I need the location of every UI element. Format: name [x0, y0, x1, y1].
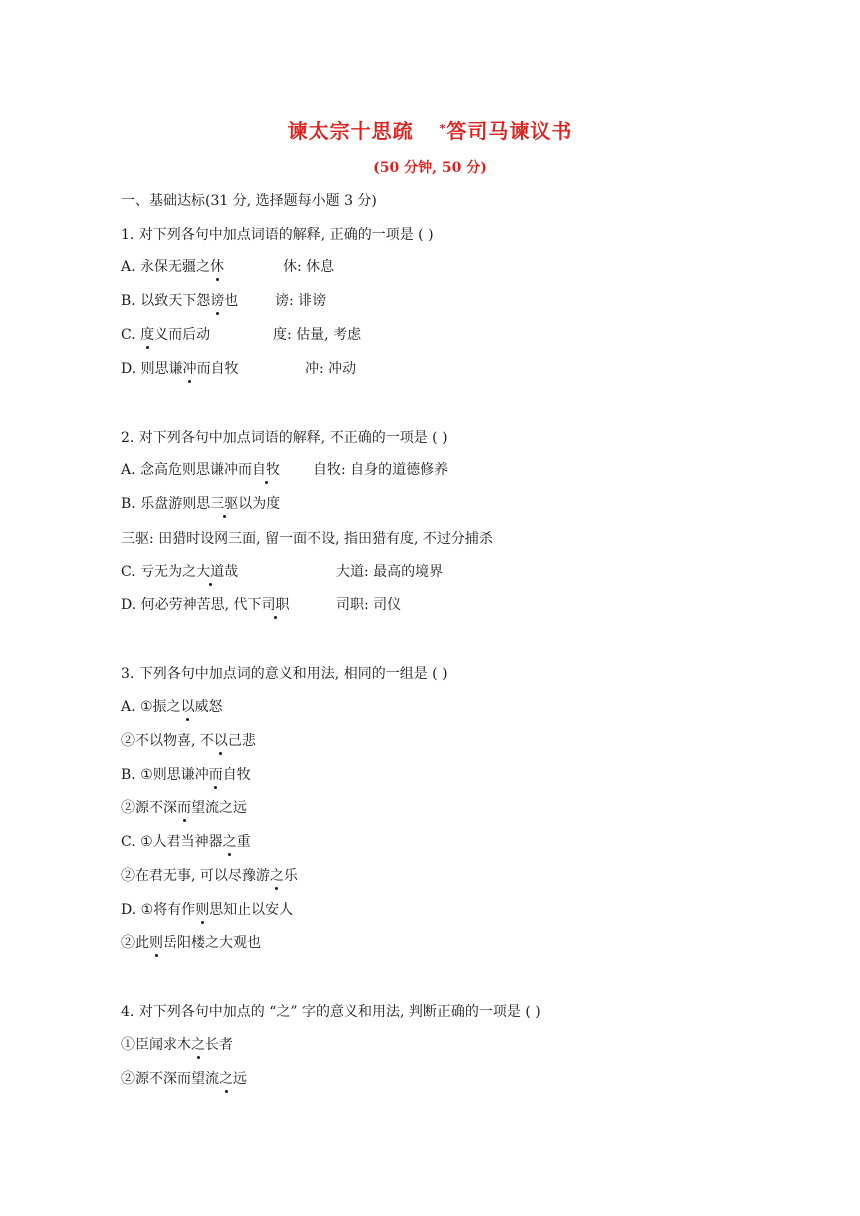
- dotted-word: 之: [219, 1071, 233, 1087]
- dotted-word: 则: [195, 902, 210, 918]
- option-gloss: 度: 估量, 考虑: [273, 327, 362, 343]
- dotted-word: 之: [269, 868, 284, 884]
- question-2-option-d: D. 何必劳神苦思, 代下司职 司职: 司仪: [121, 597, 402, 613]
- option-gloss: 冲: 冲动: [305, 361, 357, 377]
- dotted-word: 以: [180, 699, 195, 715]
- question-3-option-d2: ②此则岳阳楼之大观也: [121, 935, 261, 951]
- dotted-word: 以: [213, 733, 228, 749]
- option-gloss: 自牧: 自身的道德修养: [313, 462, 449, 478]
- option-gloss: 大道: 最高的境界: [336, 564, 444, 580]
- question-3-option-c2: ②在君无事, 可以尽豫游之乐: [121, 868, 298, 884]
- question-2-option-a: A. 念高危则思谦冲而自牧 自牧: 自身的道德修养: [121, 462, 449, 478]
- dotted-word: 则: [149, 935, 163, 951]
- question-1-option-d: D. 则思谦冲而自牧 冲: 冲动: [121, 361, 357, 377]
- dotted-word: 而: [208, 767, 223, 783]
- dotted-word: 自牧: [252, 462, 281, 478]
- option-gloss: 司职: 司仪: [336, 597, 402, 613]
- question-2-stem: 2. 对下列各句中加点词语的解释, 不正确的一项是 ( ): [121, 430, 448, 446]
- dotted-word: 之: [191, 1037, 205, 1053]
- dotted-word: 三驱: [210, 496, 239, 512]
- question-2-option-b-gloss: 三驱: 田猎时设网三面, 留一面不设, 指田猎有度, 不过分捕杀: [121, 531, 493, 547]
- question-3-option-a1: A. ①振之以威怒: [121, 699, 223, 715]
- question-4-item-2: ②源不深而望流之远: [121, 1071, 247, 1087]
- document-subtitle: (50 分钟, 50 分): [373, 160, 487, 176]
- question-3-option-c1: C. ①人君当神器之重: [121, 834, 251, 850]
- question-1-option-a: A. 永保无疆之休 休: 休息: [121, 259, 335, 275]
- question-3-option-b2: ②源不深而望流之远: [121, 800, 247, 816]
- question-3-option-b1: B. ①则思谦冲而自牧: [121, 767, 251, 783]
- dotted-word: 司职: [261, 597, 290, 613]
- title-part-1: 谏太宗十思疏: [287, 119, 414, 143]
- dotted-word: 冲: [182, 361, 197, 377]
- question-1-stem: 1. 对下列各句中加点词语的解释, 正确的一项是 ( ): [121, 227, 434, 243]
- title-part-2: 答司马谏议书: [446, 119, 573, 143]
- section-heading: 一、基础达标(31 分, 选择题每小题 3 分): [121, 193, 377, 209]
- question-1-option-b: B. 以致天下怨谤也 谤: 诽谤: [121, 293, 327, 309]
- question-1-option-c: C. 度义而后动 度: 估量, 考虑: [121, 327, 362, 343]
- question-3-option-d1: D. ①将有作则思知止以安人: [121, 902, 294, 918]
- dotted-word: 度: [140, 327, 155, 343]
- dotted-word: 而: [177, 800, 191, 816]
- question-2-option-b: B. 乐盘游则思三驱以为度: [121, 496, 281, 512]
- question-4-item-1: ①臣闻求木之长者: [121, 1037, 233, 1053]
- title-star: *: [439, 122, 447, 135]
- dotted-word: 大道: [196, 564, 225, 580]
- dotted-word: 谤: [210, 293, 225, 309]
- question-3-stem: 3. 下列各句中加点词的意义和用法, 相同的一组是 ( ): [121, 666, 448, 682]
- option-gloss: 休: 休息: [283, 259, 335, 275]
- dotted-word: 之: [222, 834, 237, 850]
- option-gloss: 谤: 诽谤: [275, 293, 327, 309]
- question-2-option-c: C. 亏无为之大道哉 大道: 最高的境界: [121, 564, 444, 580]
- question-4-stem: 4. 对下列各句中加点的 “之” 字的意义和用法, 判断正确的一项是 ( ): [121, 1004, 541, 1020]
- question-3-option-a2: ②不以物喜, 不以己悲: [121, 733, 256, 749]
- document-title: [0, 115, 860, 144]
- dotted-word: 休: [210, 259, 225, 275]
